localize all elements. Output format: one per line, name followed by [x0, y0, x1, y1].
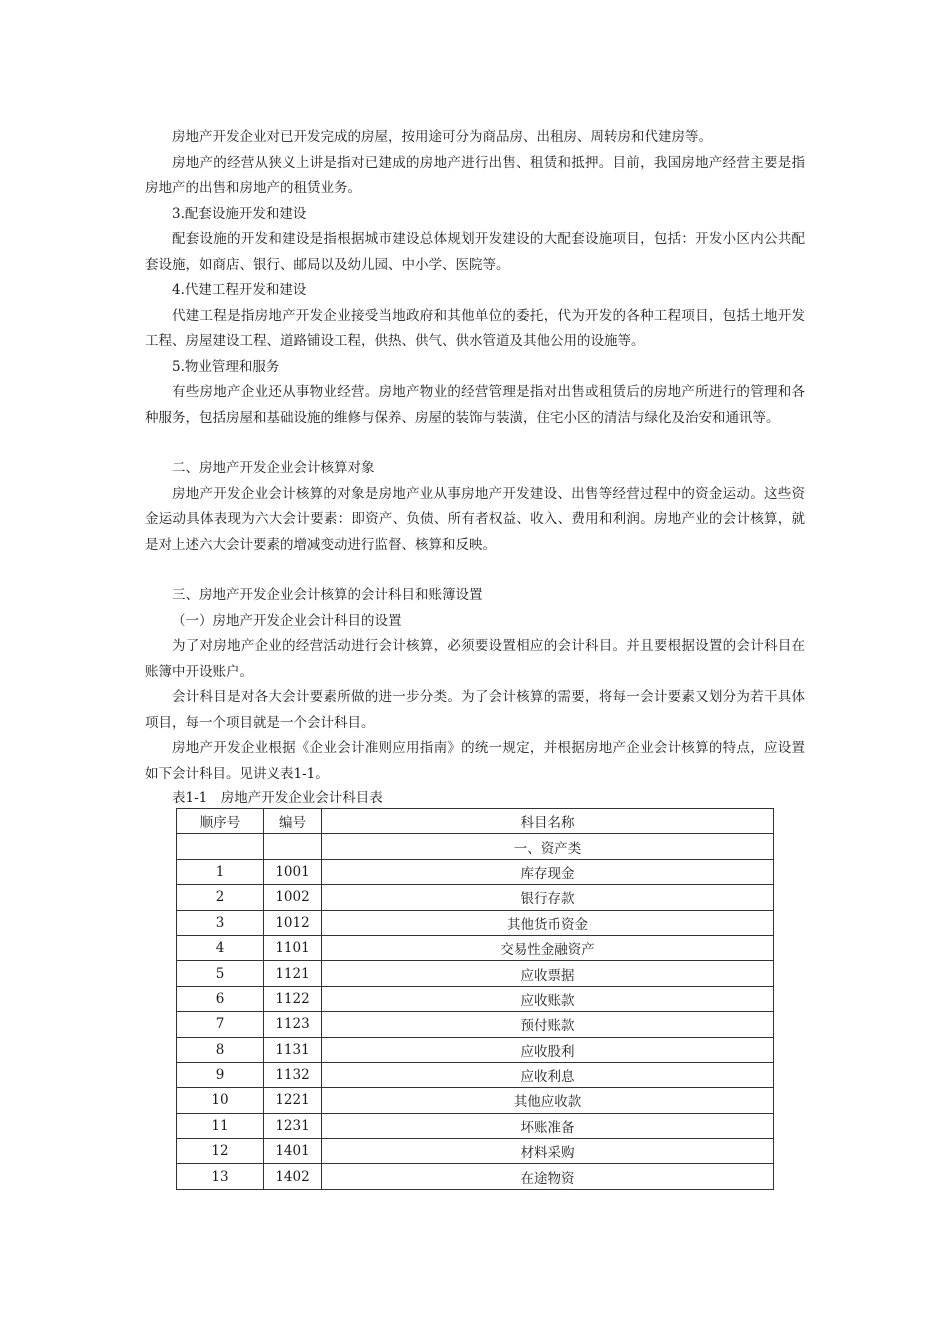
section-heading: 5.物业管理和服务	[172, 358, 280, 375]
table-cell: 4	[177, 935, 264, 960]
table-cell: 5	[177, 961, 264, 986]
header-cell: 编号	[264, 809, 322, 834]
table-cell: 1	[177, 859, 264, 884]
section-heading: 二、房地产开发企业会计核算对象	[172, 460, 375, 476]
table-cell: 12	[177, 1139, 264, 1164]
paragraph: 房地产开发企业根据《企业会计准则应用指南》的统一规定，并根据房地产企业会计核算的特点，应设置如下会计科目。见讲义表1-1。	[145, 740, 805, 782]
table-cell: 1101	[264, 935, 322, 960]
table-row	[177, 1062, 774, 1087]
table-cell: 应收股利	[322, 1037, 774, 1062]
paragraph: 房地产的经营从狭义上讲是指对已建成的房地产进行出售、租赁和抵押。目前，我国房地产经营主要是指房地产的出售和房地产的租赁业务。	[145, 154, 805, 196]
section-heading: 3.配套设施开发和建设	[172, 205, 307, 222]
paragraph: 有些房地产企业还从事物业经营。房地产物业的经营管理是指对出售或租赁后的房地产所进行的管理和各种服务，包括房屋和基础设施的维修与保养、房屋的装饰与装潢，住宅小区的清洁与绿化及治安和通讯等。	[145, 384, 805, 426]
table-cell: 9	[177, 1062, 264, 1087]
table-cell: 11	[177, 1113, 264, 1138]
table-row	[177, 885, 774, 910]
table-cell: 1231	[264, 1113, 322, 1138]
document-body	[145, 125, 805, 1190]
header-cell: 顺序号	[177, 809, 264, 834]
table-cell: 坏账准备	[322, 1113, 774, 1138]
table-cell	[177, 834, 264, 859]
table-header-row	[177, 809, 774, 834]
table-cell: 1402	[264, 1164, 322, 1189]
table-cell	[264, 834, 322, 859]
section-heading: 4.代建工程开发和建设	[172, 282, 307, 298]
paragraph: 代建工程是指房地产开发企业接受当地政府和其他单位的委托，代为开发的各种工程项目，包括土地开发工程、房屋建设工程、道路铺设工程，供热、供气、供水管道及其他公用的设施等。	[145, 307, 805, 349]
paragraph: 配套设施的开发和建设是指根据城市建设总体规划开发建设的大配套设施项目，包括：开发小区内公共配套设施，如商店、银行、邮局以及幼儿园、中小学、医院等。	[145, 231, 805, 273]
table-row	[177, 1139, 774, 1164]
paragraph: 会计科目是对各大会计要素所做的进一步分类。为了会计核算的需要，将每一会计要素又划分为若干具体项目，每一个项目就是一个会计科目。	[145, 689, 805, 731]
subsection-heading: （一）房地产开发企业会计科目的设置	[172, 612, 402, 629]
table-row	[177, 1012, 774, 1037]
table-cell: 8	[177, 1037, 264, 1062]
paragraph: 房地产开发企业会计核算的对象是房地产业从事房地产开发建设、出售等经营过程中的资金运动。这些资金运动具体表现为六大会计要素：即资产、负债、所有者权益、收入、费用和利润。房地产业的会计核算，就是对上述六大会计要素的增减变动进行监督、核算和反映。	[145, 485, 805, 553]
table-cell: 在途物资	[322, 1164, 774, 1189]
table-cell: 10	[177, 1088, 264, 1113]
table-cell: 6	[177, 986, 264, 1011]
table-cell: 2	[177, 885, 264, 910]
table-cell: 1121	[264, 961, 322, 986]
table-row	[177, 961, 774, 986]
table-row	[177, 986, 774, 1011]
table-cell: 库存现金	[322, 859, 774, 884]
table-cell: 1401	[264, 1139, 322, 1164]
table-cell: 银行存款	[322, 885, 774, 910]
table-cell: 应收利息	[322, 1062, 774, 1087]
table-row	[177, 1113, 774, 1138]
section-heading: 三、房地产开发企业会计核算的会计科目和账簿设置	[172, 587, 483, 603]
table-row	[177, 1088, 774, 1113]
table-cell: 应收账款	[322, 986, 774, 1011]
table-row	[177, 859, 774, 884]
table-cell: 1131	[264, 1037, 322, 1062]
table-row	[177, 1164, 774, 1189]
category-cell: 一、资产类	[322, 834, 774, 859]
table-cell: 预付账款	[322, 1012, 774, 1037]
table-cell: 1132	[264, 1062, 322, 1087]
table-caption: 表1-1 房地产开发企业会计科目表	[172, 790, 383, 806]
table-row	[177, 935, 774, 960]
table-cell: 应收票据	[322, 961, 774, 986]
table-cell: 1012	[264, 910, 322, 935]
table-cell: 1002	[264, 885, 322, 910]
table-row	[177, 1037, 774, 1062]
table-row	[177, 910, 774, 935]
table-cell: 其他应收款	[322, 1088, 774, 1113]
paragraph: 房地产开发企业对已开发完成的房屋，按用途可分为商品房、出租房、周转房和代建房等。	[172, 129, 712, 145]
table-cell: 3	[177, 910, 264, 935]
header-cell: 科目名称	[322, 809, 774, 834]
table-category-row	[177, 834, 774, 859]
paragraph: 为了对房地产企业的经营活动进行会计核算，必须要设置相应的会计科目。并且要根据设置的会计科目在账簿中开设账户。	[145, 638, 805, 680]
table-cell: 1122	[264, 986, 322, 1011]
accounts-table	[176, 808, 774, 1190]
table-cell: 材料采购	[322, 1139, 774, 1164]
table-cell: 交易性金融资产	[322, 935, 774, 960]
table-cell: 7	[177, 1012, 264, 1037]
table-cell: 13	[177, 1164, 264, 1189]
table-cell: 1221	[264, 1088, 322, 1113]
table-cell: 其他货币资金	[322, 910, 774, 935]
table-cell: 1123	[264, 1012, 322, 1037]
table-cell: 1001	[264, 859, 322, 884]
